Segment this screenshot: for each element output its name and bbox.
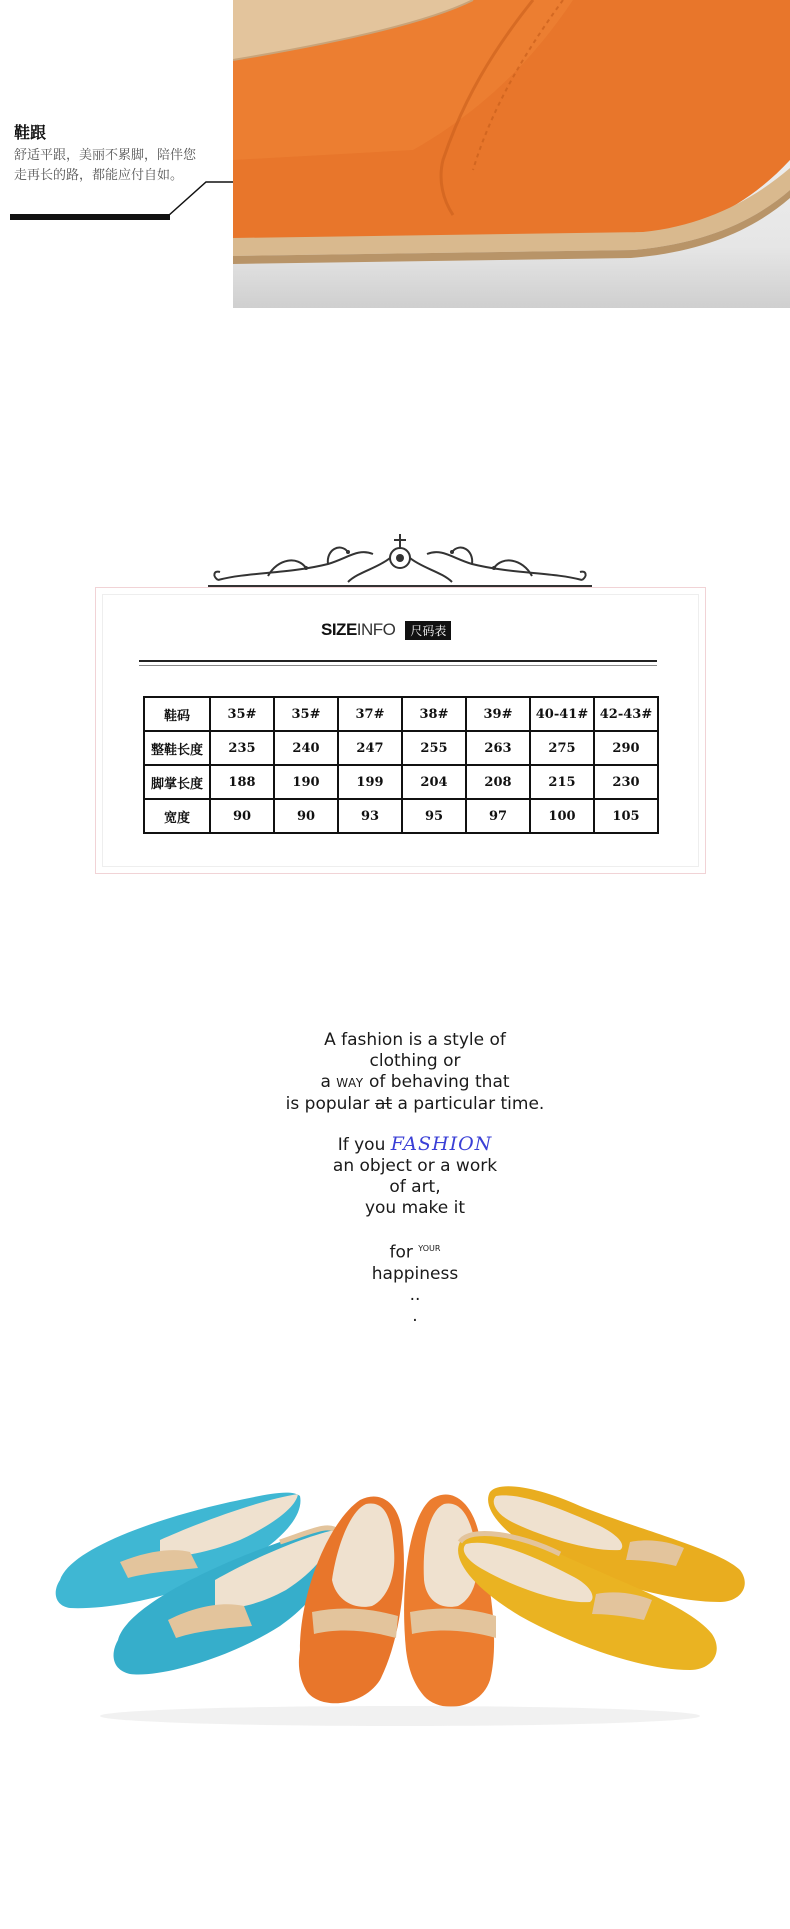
table-cell: 240 <box>274 731 338 765</box>
table-cell: 235 <box>210 731 274 765</box>
table-cell: 38# <box>402 697 466 731</box>
size-chart-card <box>95 587 706 874</box>
poem-word-fashion: FASHION <box>390 1133 493 1155</box>
heel-feature-section <box>0 0 790 308</box>
table-cell: 40-41# <box>530 697 594 731</box>
table-cell: 35# <box>274 697 338 731</box>
poem-line: .. <box>409 1284 421 1305</box>
table-cell: 188 <box>210 765 274 799</box>
table-cell: 290 <box>594 731 658 765</box>
table-row <box>144 799 658 833</box>
row-header: 脚掌长度 <box>144 765 210 799</box>
table-cell: 255 <box>402 731 466 765</box>
table-cell: 37# <box>338 697 402 731</box>
poem-word-way: WAY <box>336 1076 364 1090</box>
table-cell: 90 <box>274 799 338 833</box>
fashion-poem <box>0 1030 790 1327</box>
row-header: 整鞋长度 <box>144 731 210 765</box>
poem-word: for <box>389 1242 413 1263</box>
heading-rule <box>139 660 657 662</box>
poem-line: clothing or <box>369 1051 461 1071</box>
table-cell: 215 <box>530 765 594 799</box>
table-cell: 105 <box>594 799 658 833</box>
poem-line <box>0 1238 790 1264</box>
table-cell: 95 <box>402 799 466 833</box>
shoes-lineup-photo <box>0 1430 790 1730</box>
heel-rule <box>10 214 170 220</box>
table-row <box>144 765 658 799</box>
ornament-flourish <box>208 528 592 588</box>
table-cell: 90 <box>210 799 274 833</box>
table-cell: 35# <box>210 697 274 731</box>
poem-word: of behaving that <box>369 1072 510 1092</box>
heading-rule-thin <box>139 665 657 666</box>
row-header: 鞋码 <box>144 697 210 731</box>
table-cell: 208 <box>466 765 530 799</box>
poem-line: A fashion is a style of <box>324 1030 506 1050</box>
heading-size: SIZE <box>321 620 357 639</box>
table-cell: 93 <box>338 799 402 833</box>
table-cell: 263 <box>466 731 530 765</box>
poem-line: happiness <box>371 1263 459 1284</box>
table-cell: 190 <box>274 765 338 799</box>
size-chart-heading <box>321 619 451 641</box>
poem-line: you make it <box>364 1198 466 1218</box>
table-cell: 204 <box>402 765 466 799</box>
heel-title: 鞋跟 <box>14 123 47 142</box>
row-header: 宽度 <box>144 799 210 833</box>
orange-loafer-left <box>299 1497 404 1704</box>
heading-tag: 尺码表 <box>405 621 451 640</box>
heel-closeup-photo <box>233 0 790 308</box>
table-cell: 275 <box>530 731 594 765</box>
table-cell: 199 <box>338 765 402 799</box>
table-cell: 100 <box>530 799 594 833</box>
table-cell: 42-43# <box>594 697 658 731</box>
poem-word: a particular time. <box>397 1094 545 1114</box>
poem-word-strike: at <box>374 1094 393 1114</box>
orange-loafer-right <box>404 1495 496 1707</box>
poem-gap <box>0 1115 790 1134</box>
poem-line: of art, <box>389 1177 441 1197</box>
poem-word: a <box>320 1072 331 1092</box>
poem-line: . <box>412 1305 418 1326</box>
poem-word-your: YOUR <box>418 1244 441 1253</box>
table-cell: 97 <box>466 799 530 833</box>
poem-line <box>0 1072 790 1094</box>
table-cell: 230 <box>594 765 658 799</box>
poem-gap <box>0 1219 790 1238</box>
table-row <box>144 731 658 765</box>
table-cell: 247 <box>338 731 402 765</box>
poem-line <box>0 1134 790 1156</box>
heel-description: 舒适平跟，美丽不累脚，陪伴您走再长的路，都能应付自如。 <box>14 148 197 183</box>
heading-info: INFO <box>356 620 396 639</box>
size-table <box>143 696 659 834</box>
poem-line: an object or a work <box>332 1156 498 1176</box>
poem-line <box>0 1094 790 1115</box>
table-cell: 39# <box>466 697 530 731</box>
poem-word: If you <box>337 1135 386 1155</box>
poem-word: is popular <box>285 1094 370 1114</box>
table-row <box>144 697 658 731</box>
